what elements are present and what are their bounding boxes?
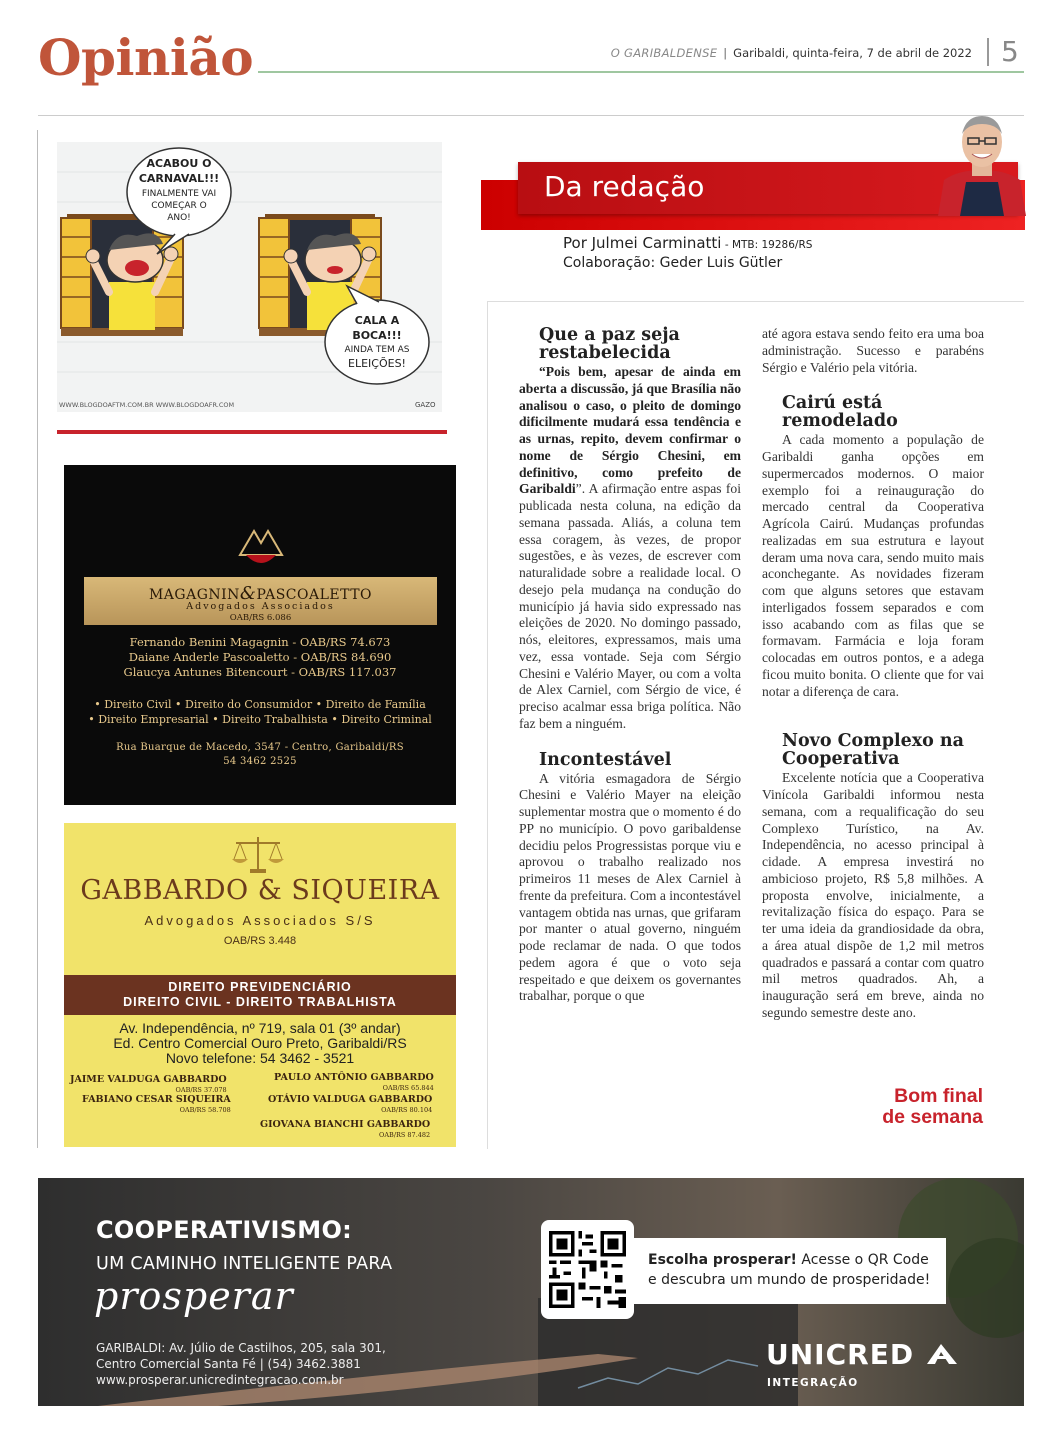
gabbardo-contact: Av. Independência, nº 719, sala 01 (3º andar) Ed. Centro Comercial Ouro Preto, Garibaldi/RS Novo telefone: 54 3462 - 3521 — [113, 1020, 407, 1066]
bubble-left-line-2: CARNAVAL!!! — [138, 172, 220, 185]
headline-paz: Que a paz seja restabelecida — [539, 325, 680, 363]
qr-code[interactable] — [541, 1220, 634, 1319]
article-cairu-body: A cada momento a população de Garibaldi ganha opções em supermercados modernos. O maior exemplo foi a reinauguração do mercado central da Cooperativa Agrícola Cairú. Mudanças profundas realizadas em sua estrutura e layout deram uma nova cara, sendo muito mais aconchegante. As novidades fizeram com que alguns setores que estavam interligados fossem separados e com isso acabando com as filas que se formavam. Farmácia e loja foram colocadas em outros pontos, e a adega ficou muito bonita. O cliente que for vai notar a diferença de cara. — [762, 432, 984, 699]
cartoon-credits: WWW.BLOGDOAFTM.COM.BR WWW.BLOGDOAFR.COM — [59, 401, 235, 409]
gabbardo-oab: OAB/RS 3.448 — [223, 935, 297, 947]
article-incontestavel-body: A vitória esmagadora de Sérgio Chesini e Valério Mayer na eleição suplementar mostra que o momento é do PP no município. O povo garibaldense decidiu pelos Progressistas porque viu e aprovou o trabalho realizado nos primeiros 11 meses de Alex Carniel à frente da prefeitura. Com a incontestável vantagem obtida nas urnas, que grifaram por manter o atual governo, ninguém pode reclamar de nada. O que todos pedem agora é que o voto seja respeitado e que deixem os governantes trabalhar, porque o que — [519, 770, 741, 1004]
section-title: Opinião — [38, 28, 254, 87]
headline-complexo: Novo Complexo na Cooperativa — [782, 731, 964, 770]
headline-cairu: Cairú está remodelado — [782, 393, 898, 432]
headline-incontestavel: Incontestável — [539, 749, 672, 770]
gabbardo-brand: GABBARDO & SIQUEIRA — [80, 875, 440, 906]
signoff: Bom final de semana — [882, 1085, 983, 1128]
gabbardo-partners — [64, 1073, 456, 1147]
article-column-2 — [762, 326, 984, 1022]
header-separator: | — [723, 46, 728, 60]
ad-headline: COOPERATIVISMO: — [96, 1216, 353, 1244]
partner-entry: GIOVANA BIANCHI GABBARDO OAB/RS 87.482 — [260, 1119, 431, 1139]
unicred-logo: UNICRED — [766, 1338, 959, 1371]
gabbardo-practice-band: DIREITO PREVIDENCIÁRIO DIREITO CIVIL - DIREITO TRABALHISTA — [64, 975, 456, 1015]
ad-magagnin-pascoaletto[interactable] — [64, 465, 456, 805]
firm-subtitle: Advogados Associados — [186, 601, 335, 612]
article-complexo-body: Excelente notícia que a Cooperativa Vinícola Garibaldi informou nesta semana, com a requalificação do seu Complexo Turístico, na Av. Independência, no acesso principal à cidade. A empresa investirá no ambicioso projeto, R$ 5,8 milhões. A proposta envolve, inicialmente, a revitalização física do espaço. Para se ter uma ideia da grandiosidade da obra, a área atual dispõe de 1,2 mil metros quadrados e passará a contar com quatro mil metros quadrados. Ah, a inauguração será em breve, ainda no segundo semestre deste ano. — [762, 770, 984, 1020]
left-column-border — [37, 130, 38, 1148]
bubble-left-line-5: ANO! — [167, 213, 191, 223]
qr-callout: Escolha prosperar! Acesse o QR Code e descubra um mundo de prosperidade! — [634, 1238, 946, 1304]
cartoon-divider — [57, 430, 447, 434]
byline: Por Julmei Carminatti - MTB: 19286/RS — [563, 234, 813, 252]
partner-entry: PAULO ANTÔNIO GABBARDO OAB/RS 65.844 — [274, 1072, 434, 1092]
cartoon-illustration — [57, 142, 442, 412]
firm-name-bar — [84, 577, 437, 625]
ad-script-word: prosperar — [94, 1274, 294, 1318]
header-meta — [611, 46, 972, 60]
partner-entry: JAIME VALDUGA GABBARDO OAB/RS 37.078 — [70, 1074, 227, 1094]
columnist-photo — [938, 108, 1026, 216]
bubble-left-line-4: COMEÇAR O — [151, 201, 207, 211]
article-column-1 — [519, 326, 741, 1005]
firm-address: Rua Buarque de Macedo, 3547 - Centro, Garibaldi/RS 54 3462 2525 — [116, 742, 404, 767]
scales-of-justice-icon — [230, 835, 286, 875]
bubble-right-line-4: ELEIÇÕES! — [348, 357, 406, 370]
dateline: Garibaldi, quinta-feira, 7 de abril de 2022 — [733, 46, 972, 60]
ad-unicred[interactable] — [38, 1178, 1024, 1406]
firm-name: MAGAGNIN&PASCOALETTO — [148, 583, 373, 604]
partner-entry: FABIANO CESAR SIQUEIRA OAB/RS 58.708 — [82, 1094, 231, 1114]
column-title: Da redação — [544, 170, 705, 203]
cartoon-signature: GAZO — [415, 401, 436, 409]
publication-name: O GARIBALDENSE — [610, 46, 718, 60]
article-paz-body: “Pois bem, apesar de ainda em aberta a discussão, já que Brasília não analisou o caso, o pleito de domingo dificilmente mudará essa tendência e as urnas, repito, devem confirmar o nome de Sérgio Chesini, em definitivo, como prefeito de Garibaldi”. A afirmação entre aspas foi publicada nesta coluna, na edição da semana passada. Aliás, a coluna tem essa coragem, às vezes, de propor sugestões, e às vezes, de escrever com naturalidade sobre a realidade local. O desejo pela mudança na condução do município já havia sido expressado nas eleições de 2020. No domingo passado, nós, eleitores, expressamos, mais uma vez, essa vontade. Seja com Sérgio Chesini e Valério Mayer, ou com a volta de Alex Carniel, com Sérgio de vice, é preciso acalmar essa briga política. Não faz bem a ninguém. — [519, 364, 741, 731]
editorial-cartoon — [57, 142, 442, 412]
unicred-subtitle: INTEGRAÇÃO — [767, 1377, 859, 1389]
qr-code-icon — [549, 1228, 626, 1311]
bubble-left-line-3: FINALMENTE VAI — [141, 189, 217, 199]
header-rule — [258, 71, 1024, 73]
unicred-arrow-icon — [925, 1342, 959, 1366]
ad-address: GARIBALDI: Av. Júlio de Castilhos, 205, sala 301, Centro Comercial Santa Fé | (54) 3462.3881 www.prosperar.unicredintegracao.com.br — [96, 1341, 386, 1387]
top-rule — [38, 115, 1024, 116]
practice-areas: • Direito Civil • Direito do Consumidor • Direito de Família • Direito Empresarial • Direito Trabalhista • Direito Criminal — [88, 698, 432, 726]
bubble-left-line-1: ACABOU O — [146, 157, 212, 170]
ad-gabbardo-siqueira[interactable] — [64, 823, 456, 1147]
law-firm-logo-icon — [238, 525, 284, 571]
page-number: 5 — [1001, 35, 1019, 68]
firm-oab: OAB/RS 6.086 — [229, 613, 292, 623]
gabbardo-subtitle: Advogados Associados S/S — [144, 913, 376, 928]
ad-tagline: UM CAMINHO INTELIGENTE PARA — [96, 1254, 393, 1274]
page-number-divider — [987, 38, 989, 66]
bubble-right-line-1: CALA A — [354, 314, 400, 327]
bubble-right-line-3: AINDA TEM AS — [344, 345, 410, 355]
lawyer-names: Fernando Benini Magagnin - OAB/RS 74.673 Daiane Anderle Pascoaletto - OAB/RS 84.690 Glaucya Antunes Bitencourt - OAB/RS 117.037 — [123, 635, 397, 679]
partner-entry: OTÁVIO VALDUGA GABBARDO OAB/RS 80.104 — [268, 1094, 433, 1114]
article-incontestavel-continued: até agora estava sendo feito era uma boa administração. Sucesso e parabéns Sérgio e Valério pela vitória. — [762, 326, 984, 375]
collaboration: Colaboração: Geder Luis Gütler — [563, 255, 783, 271]
bubble-right-line-2: BOCA!!! — [352, 329, 402, 342]
